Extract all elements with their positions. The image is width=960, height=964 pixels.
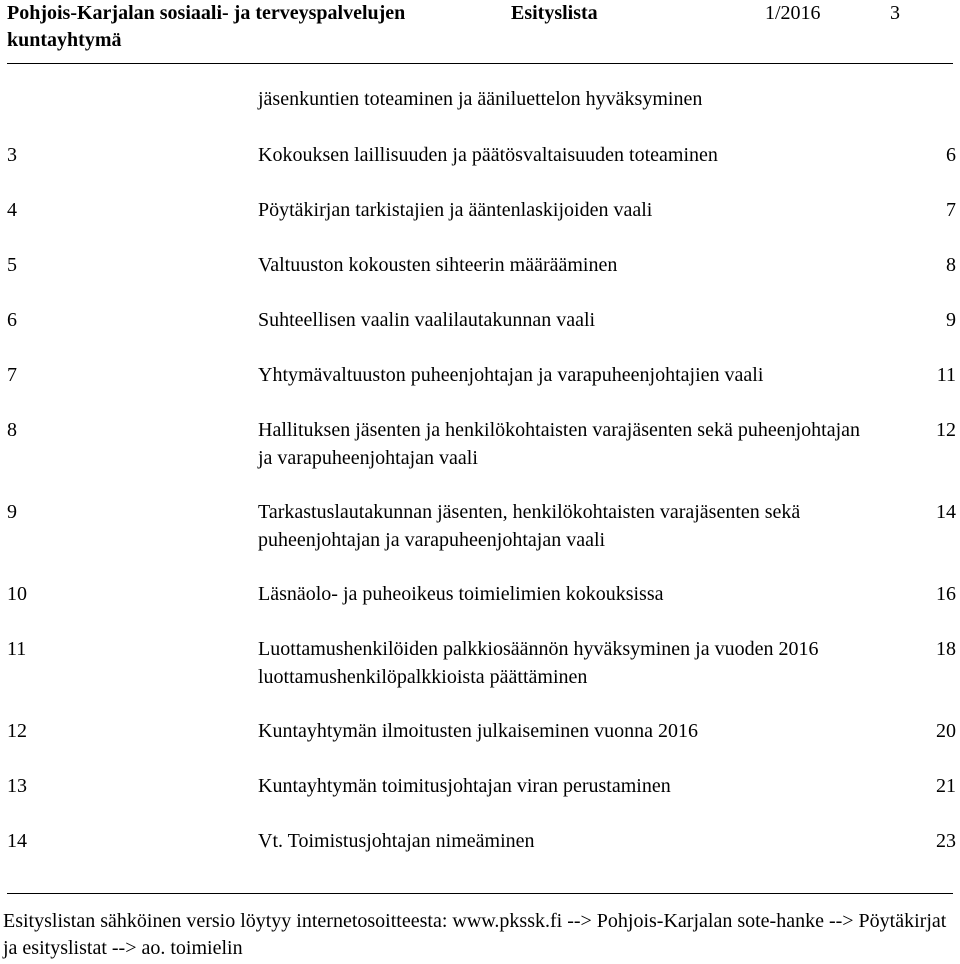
agenda-item-page: 20 — [936, 720, 956, 742]
agenda-item-page: 11 — [936, 364, 956, 386]
agenda-item-page: 6 — [946, 144, 956, 166]
issue-number: 1/2016 — [765, 2, 821, 24]
agenda-item-title: Kuntayhtymän ilmoitusten julkaiseminen vuonna 2016 — [258, 720, 698, 742]
agenda-item-page: 21 — [936, 775, 956, 797]
agenda-item-title: Pöytäkirjan tarkistajien ja ääntenlaskijoiden vaali — [258, 199, 653, 221]
agenda-item-number: 10 — [7, 583, 27, 605]
organization-name: Pohjois-Karjalan sosiaali- ja terveyspalvelujen kuntayhtymä — [7, 2, 406, 51]
agenda-item-number: 12 — [7, 720, 27, 742]
agenda-item-title: Suhteellisen vaalin vaalilautakunnan vaali — [258, 309, 596, 331]
page-header — [7, 0, 953, 62]
footer-note: Esityslistan sähköinen versio löytyy internetosoitteesta: www.pkssk.fi --> Pohjois-Karjalan sote-hanke --> Pöytäkirjat ja esityslistat --> ao. toimielin — [3, 910, 947, 959]
agenda-item-page: 18 — [936, 638, 956, 660]
agenda-item-page: 23 — [936, 830, 956, 852]
agenda-item-title: Kuntayhtymän toimitusjohtajan viran perustaminen — [258, 775, 671, 797]
agenda-item-number: 14 — [7, 830, 27, 852]
document-type: Esityslista — [511, 2, 598, 24]
agenda-item-number: 5 — [7, 254, 17, 276]
agenda-item-title: Tarkastuslautakunnan jäsenten, henkilökohtaisten varajäsenten sekä puheenjohtajan ja varapuheenjohtajan vaali — [258, 501, 801, 551]
agenda-item-title: Hallituksen jäsenten ja henkilökohtaisten varajäsenten sekä puheenjohtajan ja varapuheenjohtajan vaali — [258, 419, 861, 469]
agenda-item-number: 8 — [7, 419, 17, 441]
continued-item-text: jäsenkuntien toteaminen ja ääniluettelon hyväksyminen — [258, 88, 703, 110]
agenda-item-title: Vt. Toimistusjohtajan nimeäminen — [258, 830, 535, 852]
agenda-item-number: 6 — [7, 309, 17, 331]
agenda-item-title: Kokouksen laillisuuden ja päätösvaltaisuuden toteaminen — [258, 144, 718, 166]
agenda-item-page: 12 — [936, 419, 956, 441]
agenda-item-page: 16 — [936, 583, 956, 605]
agenda-item-number: 7 — [7, 364, 17, 386]
agenda-item-page: 9 — [946, 309, 956, 331]
agenda-item-number: 9 — [7, 501, 17, 523]
header-divider — [7, 63, 953, 64]
agenda-item-title: Läsnäolo- ja puheoikeus toimielimien kokouksissa — [258, 583, 664, 605]
agenda-item-number: 4 — [7, 199, 17, 221]
agenda-item-number: 3 — [7, 144, 17, 166]
agenda-item-title: Yhtymävaltuuston puheenjohtajan ja varapuheenjohtajien vaali — [258, 364, 764, 386]
agenda-item-page: 7 — [946, 199, 956, 221]
footer-divider — [7, 893, 953, 894]
agenda-item-number: 11 — [7, 638, 27, 660]
agenda-item-title: Luottamushenkilöiden palkkiosäännön hyväksyminen ja vuoden 2016 luottamushenkilöpalkkioista päättäminen — [258, 638, 819, 688]
agenda-item-title: Valtuuston kokousten sihteerin määrääminen — [258, 254, 618, 276]
agenda-item-page: 14 — [936, 501, 956, 523]
page-number: 3 — [890, 2, 900, 24]
agenda-item-page: 8 — [946, 254, 956, 276]
agenda-item-number: 13 — [7, 775, 27, 797]
